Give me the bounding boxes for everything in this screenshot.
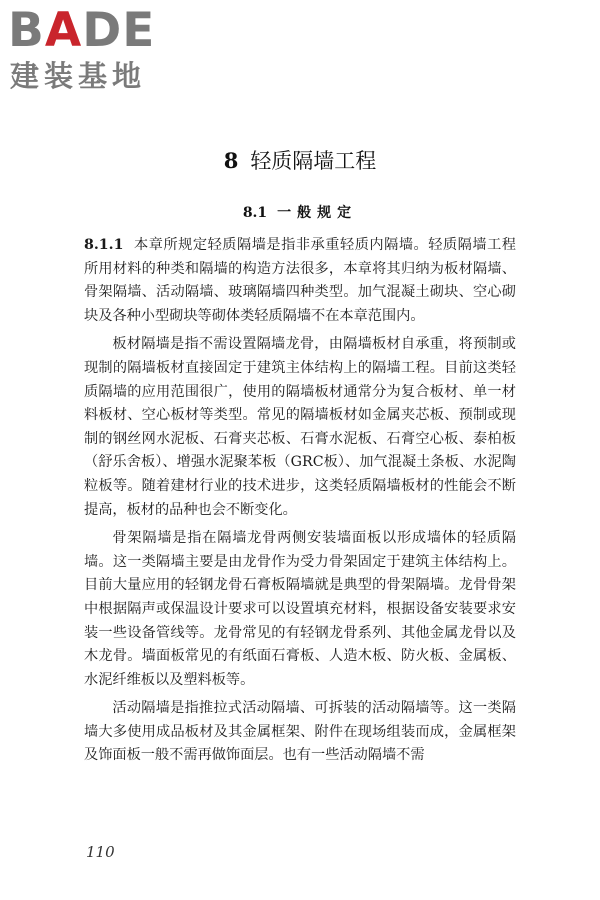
section-number: 8.1 [242, 205, 268, 221]
logo-letter-a-accent: A [44, 3, 83, 58]
chapter-title-text: 轻质隔墙工程 [250, 149, 377, 173]
paragraph-clause-8-1-1 [84, 234, 516, 328]
paragraph-frame-partition: 骨架隔墙是指在隔墙龙骨两侧安装墙面板以形成墙体的轻质隔墙。这一类隔墙主要是由龙骨作为受力骨架固定于建筑主体结构上。目前大量应用的轻钢龙骨石膏板隔墙就是典型的骨架隔墙。龙骨骨架中根据隔声或保温设计要求可以设置填充材料，根据设备安装要求安装一些设备管线等。龙骨常见的有轻钢龙骨系列、其他金属龙骨以及木龙骨。墙面板常见的有纸面石膏板、人造木板、防火板、金属板、水泥纤维板以及塑料板等。 [84, 530, 516, 688]
paragraph-panel-partition: 板材隔墙是指不需设置隔墙龙骨，由隔墙板材自承重，将预制或现制的隔墙板材直接固定于建筑主体结构上的隔墙工程。目前这类轻质隔墙的应用范围很广，使用的隔墙板材通常分为复合板材、单一材料板材、空心板材等类型。常见的隔墙板材如金属夹芯板、预制或现制的钢丝网水泥板、石膏夹芯板、石膏水泥板、石膏空心板、泰柏板（舒乐舍板）、增强水泥聚苯板（GRC板）、加气混凝土条板、水泥陶粒板等。随着建材行业的技术进步，这类轻质隔墙板材的性能会不断提高，板材的品种也会不断变化。 [84, 336, 516, 518]
paragraph-movable-partition: 活动隔墙是指推拉式活动隔墙、可拆装的活动隔墙等。这一类隔墙大多使用成品板材及其金属框架、附件在现场组装而成，金属框架及饰面板一般不需再做饰面层。也有一些活动隔墙不需 [84, 700, 516, 764]
logo-subtitle: 建装基地 [10, 59, 147, 93]
chapter-number: 8 [223, 148, 239, 173]
section-title-text: 一般规定 [277, 205, 358, 221]
clause-number: 8.1.1 [84, 237, 124, 253]
logo-letter-b: B [8, 3, 45, 58]
chapter-title [0, 146, 600, 176]
section-title [0, 202, 600, 224]
body-text [84, 234, 516, 773]
logo-letters-de: DE [82, 3, 156, 58]
logo-wordmark [8, 4, 155, 58]
bade-logo [8, 4, 178, 96]
paragraph-text: 本章所规定轻质隔墙是指非承重轻质内隔墙。轻质隔墙工程所用材料的种类和隔墙的构造方法很多，本章将其归纳为板材隔墙、骨架隔墙、活动隔墙、玻璃隔墙四种类型。加气混凝土砌块、空心砌块及各种小型砌块等砌体类轻质隔墙不在本章范围内。 [84, 237, 516, 324]
page-number: 110 [86, 843, 115, 861]
